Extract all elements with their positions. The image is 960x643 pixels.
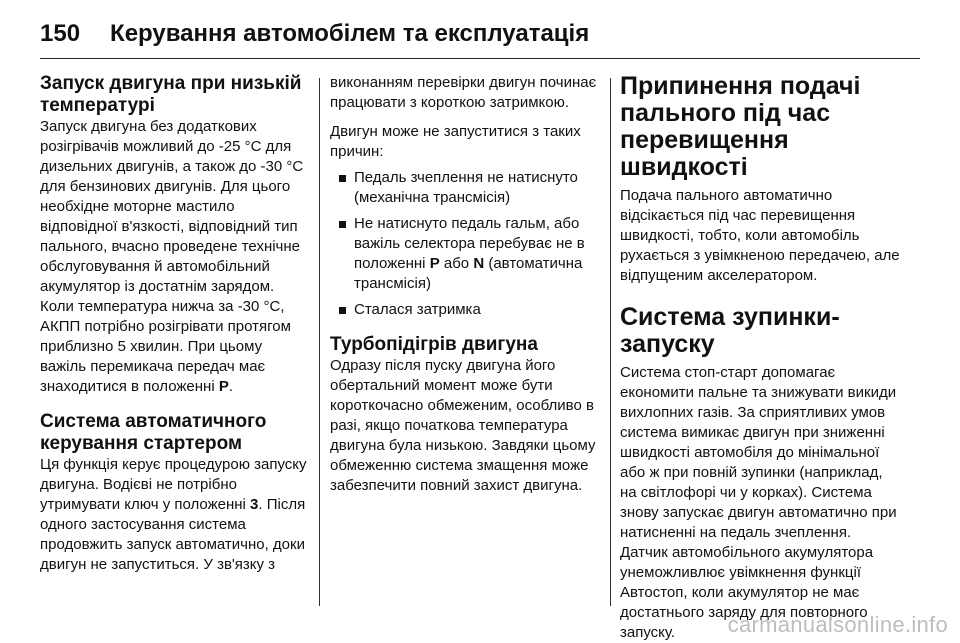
bullet-square-icon: [339, 221, 346, 228]
list-item: Не натиснуто педаль гальм, або важіль селектора перебуває не в положенні P або N (автоматична трансмісія): [330, 214, 602, 294]
heading-stop-start: Система зупинки-запуску: [620, 303, 840, 358]
paragraph-reasons: Двигун може не запуститися з таких причин:: [330, 123, 581, 160]
paragraph-continued: виконанням перевірки двигун починає працювати з короткою затримкою.: [330, 74, 597, 111]
heading-auto-starter: Система автоматичного керування стартером: [40, 411, 267, 454]
page-header: [40, 14, 589, 54]
page-number: 150: [40, 20, 81, 47]
paragraph-turbo: Одразу після пуску двигуна його обертальний момент може бути короткочасно обмеженим, особливо в разі, якщо початкова температура двигуна була низькою. Завдяки цьому обмеженню система змащення може забезпечити повний захист двигуна.: [330, 357, 596, 494]
column-divider-1: [319, 78, 320, 606]
reasons-list: [330, 168, 602, 320]
paragraph-stop-start: Система стоп-старт допомагає економити пальне та знижувати викиди вихлопних газів. За сприятливих умов система вимикає двигун при зниженні швидкості автомобіля до мінімальної або ж при повній зупинки (наприклад, на світлофорі чи у корках). Система знову запускає двигун автоматично при натисненні на педаль зчеплення. Датчик автомобільного акумулятора унеможливлює увімкнення функції Автостоп, коли акумулятор не має достатнього заряду для повторного запуску.: [620, 364, 897, 641]
column-1: [40, 73, 308, 575]
column-divider-2: [610, 78, 611, 606]
heading-turbo: Турбопідігрів двигуна: [330, 334, 538, 355]
list-item: Сталася затримка: [330, 300, 602, 320]
paragraph-fuel-cutoff: Подача пального автоматично відсікається під час перевищення швидкості, тобто, коли автомобіль рухається з увімкненою передачею, але відпущеним акселератором.: [620, 187, 900, 284]
paragraph-auto-starter: Ця функція керує процедурою запуску двигуна. Водієві не потрібно утримувати ключ у положенні 3. Після одного застосування система продовжить запуск автоматично, доки двигун не запуститься. У зв'язку з: [40, 456, 307, 573]
heading-fuel-cutoff: Припинення подачі пального під час перевищення швидкості: [620, 72, 861, 181]
bullet-square-icon: [339, 175, 346, 182]
watermark: carmanualsonline.info: [727, 612, 948, 637]
column-2: [330, 73, 602, 496]
bullet-square-icon: [339, 307, 346, 314]
running-title: Керування автомобілем та експлуатація: [110, 20, 590, 47]
heading-cold-start: Запуск двигуна при низькій температурі: [40, 73, 302, 116]
paragraph-cold-start: Запуск двигуна без додаткових розігрівачів можливий до -25 °C для дизельних двигунів, а також до -30 °C для бензинових двигунів. Для цього необхідне моторне мастило відповідної в'язкості, відповідний тип пального, вчасно проведене технічне обслуговування й автомобільний акумулятор із достатнім зарядом. Коли температура нижча за -30 °C, АКПП потрібно розігрівати протягом приблизно 5 хвилин. При цьому важіль перемикача передач має знаходитися в положенні P.: [40, 118, 304, 395]
list-item: Педаль зчеплення не натиснуто (механічна трансмісія): [330, 168, 602, 208]
header-rule: [40, 58, 920, 59]
column-3: [620, 73, 902, 643]
